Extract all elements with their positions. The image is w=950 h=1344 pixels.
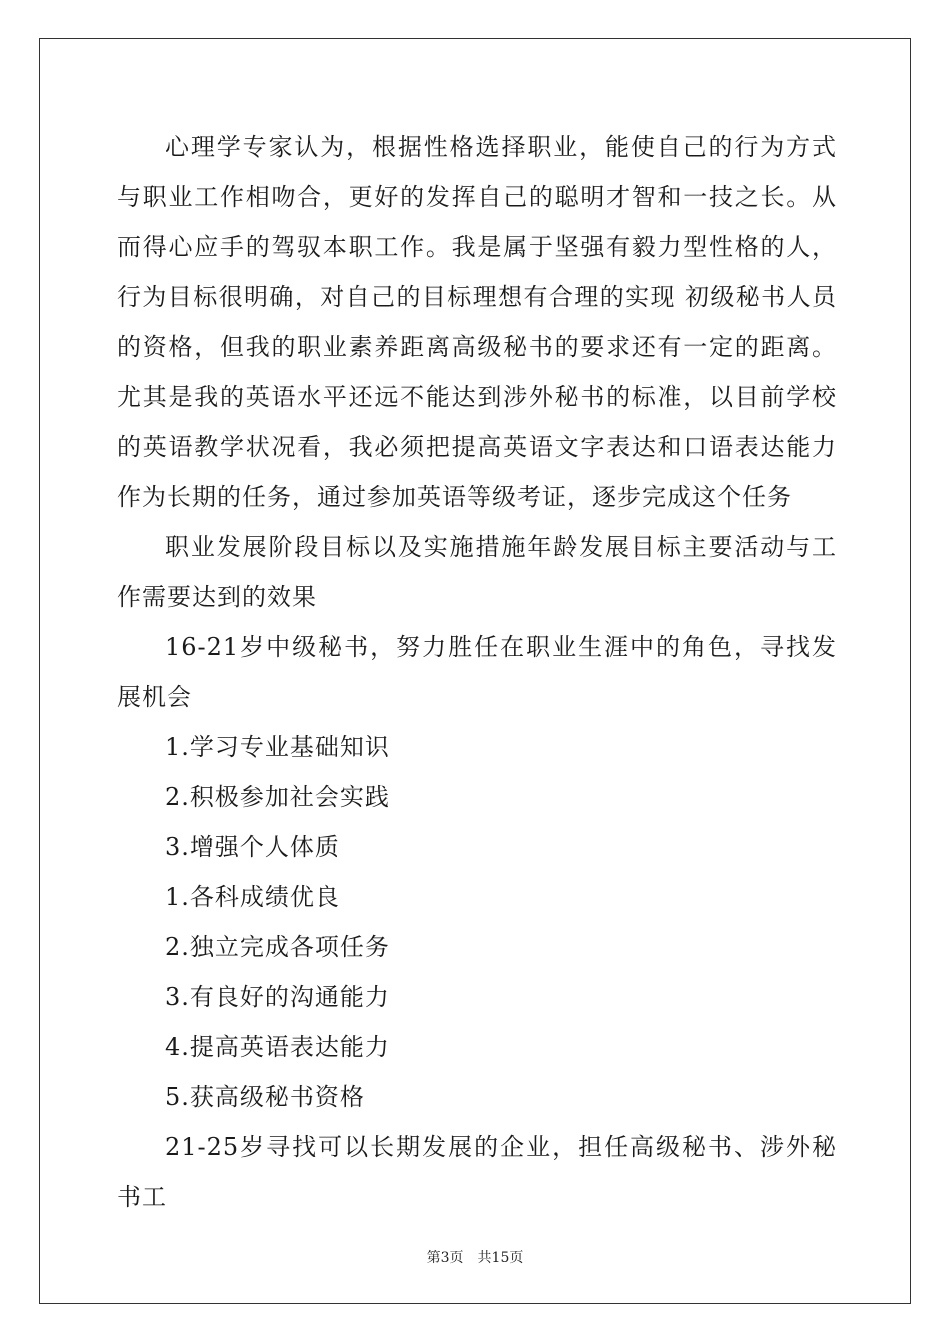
list-item: 5.获高级秘书资格 — [165, 1083, 365, 1111]
page-number: 第3页 — [426, 1250, 464, 1266]
list-item: 3.有良好的沟通能力 — [165, 983, 390, 1011]
list-item: 3.增强个人体质 — [165, 833, 340, 861]
list-item: 1.学习专业基础知识 — [165, 733, 390, 761]
document-body — [117, 122, 837, 1222]
list-item: 1.各科成绩优良 — [165, 883, 340, 911]
page-total: 共15页 — [477, 1250, 524, 1266]
paragraph-stage-goals: 职业发展阶段目标以及实施措施年龄发展目标主要活动与工作需要达到的效果 — [117, 533, 837, 611]
list-item: 2.独立完成各项任务 — [165, 933, 390, 961]
list-item: 4.提高英语表达能力 — [165, 1033, 390, 1061]
paragraph-age-21-25: 21-25岁寻找可以长期发展的企业，担任高级秘书、涉外秘书工 — [117, 1133, 837, 1211]
page-footer — [0, 1247, 950, 1267]
paragraph-age-16-21: 16-21岁中级秘书，努力胜任在职业生涯中的角色，寻找发展机会 — [117, 633, 837, 711]
paragraph-personality: 心理学专家认为，根据性格选择职业，能使自己的行为方式与职业工作相吻合，更好的发挥自己的聪明才智和一技之长。从而得心应手的驾驭本职工作。我是属于坚强有毅力型性格的人，行为目标很明确，对自己的目标理想有合理的实现 初级秘书人员 的资格，但我的职业素养距离高级秘书的要求还有一定的距离。尤其是我的英语水平还远不能达到涉外秘书的标准，以目前学校的英语教学状况看，我必须把提高英语文字表达和口语表达能力作为长期的任务，通过参加英语等级考证，逐步完成这个任务 — [117, 133, 837, 511]
list-item: 2.积极参加社会实践 — [165, 783, 390, 811]
